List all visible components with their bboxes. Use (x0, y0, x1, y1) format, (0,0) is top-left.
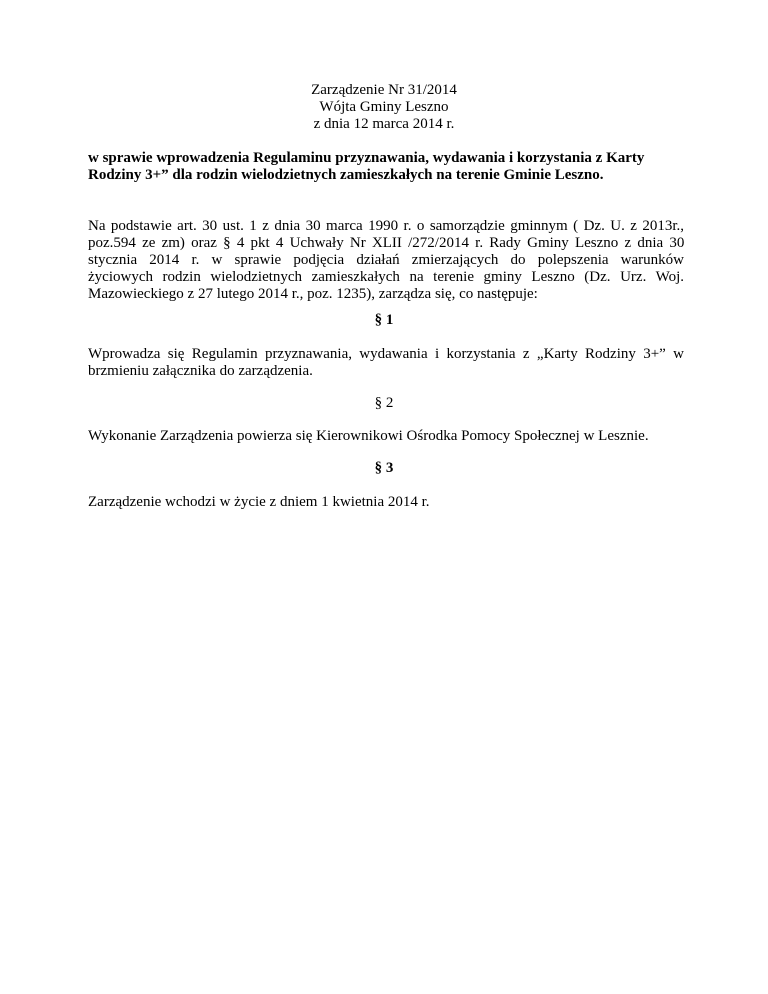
section-heading-3: § 3 (374, 460, 394, 476)
document-title: Zarządzenie Nr 31/2014 (311, 82, 457, 98)
section-line: Zarządzenie wchodzi w życie z dniem 1 kwietnia 2014 r. (88, 494, 430, 510)
document-issuer: Wójta Gminy Leszno (319, 99, 449, 115)
section-body-2 (88, 428, 684, 445)
subject-line: w sprawie wprowadzenia Regulaminu przyznawania, wydawania i korzystania z Karty (88, 150, 645, 166)
section-line: Wprowadza się Regulamin przyznawania, wydawania i korzystania z „Karty Rodziny 3+” w (88, 346, 684, 362)
legal-basis-line: poz.594 ze zm) oraz § 4 pkt 4 Uchwały Nr XLII /272/2014 r. Rady Gminy Leszno z dnia 30 (88, 235, 685, 251)
legal-basis-line: Mazowieckiego z 27 lutego 2014 r., poz. 1235), zarządza się, co następuje: (88, 286, 538, 302)
document-subject (88, 150, 684, 184)
section-body-3 (88, 494, 684, 511)
legal-basis-line: Na podstawie art. 30 ust. 1 z dnia 30 marca 1990 r. o samorządzie gminnym ( Dz. U. z 2013r., (88, 218, 685, 234)
document-date: z dnia 12 marca 2014 r. (313, 116, 455, 132)
section-heading-1: § 1 (374, 312, 394, 328)
section-line: brzmieniu załącznika do zarządzenia. (88, 363, 313, 379)
legal-basis-line: życiowych rodzin wielodzietnych zamieszkałych na terenie gminy Leszno (Dz. Urz. Woj. (88, 269, 684, 285)
document-header (0, 82, 768, 133)
section-line: Wykonanie Zarządzenia powierza się Kierownikowi Ośrodka Pomocy Społecznej w Lesznie. (88, 428, 649, 444)
legal-basis-paragraph (88, 218, 684, 303)
section-body-1 (88, 346, 684, 380)
section-heading-2: § 2 (374, 395, 394, 411)
subject-line: Rodziny 3+” dla rodzin wielodzietnych zamieszkałych na terenie Gminie Leszno. (88, 167, 604, 183)
legal-basis-line: stycznia 2014 r. w sprawie podjęcia działań zmierzających do polepszenia warunków (88, 252, 684, 268)
